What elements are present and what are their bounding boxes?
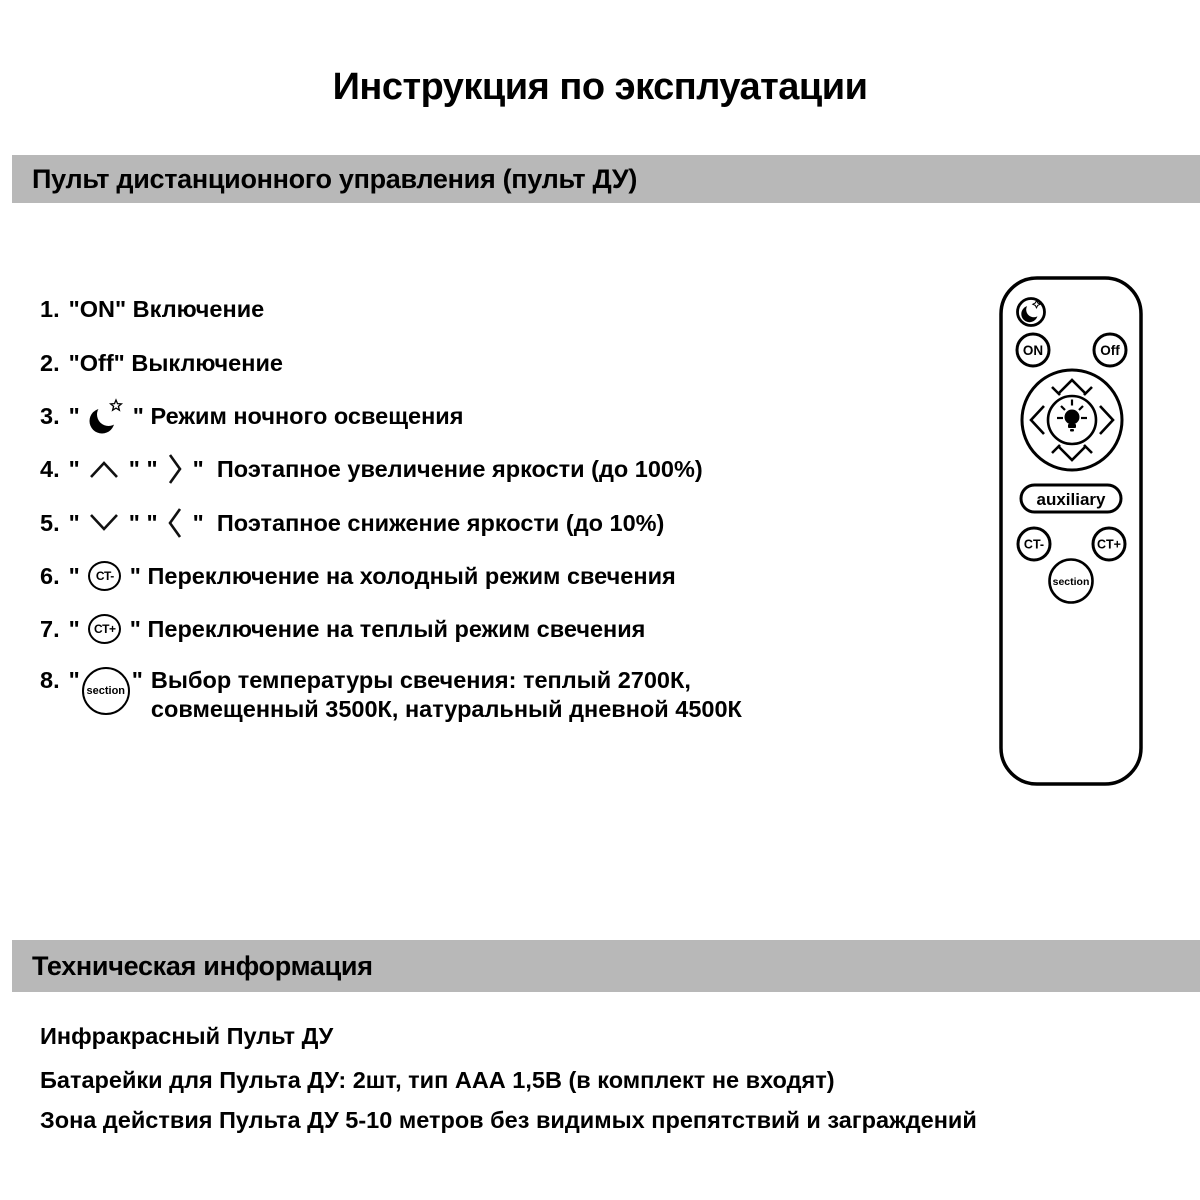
section-header-remote	[12, 155, 1200, 203]
instruction-item-8	[40, 666, 742, 724]
item-text: "	[68, 615, 87, 642]
svg-text:CT-: CT-	[1023, 537, 1045, 552]
tech-info-line-3: Зона действия Пульта ДУ 5-10 метров без видимых препятствий и заграждений	[40, 1107, 977, 1133]
item-text: " Переключение на холодный режим свечения	[123, 562, 676, 589]
item-text: " Поэтапное снижение яркости (до 10%)	[186, 509, 665, 536]
remote-control-svg	[999, 276, 1143, 786]
section-header-tech-label: Техническая информация	[32, 950, 373, 981]
instruction-item-4	[40, 444, 703, 494]
item-text: " "	[122, 509, 165, 536]
instruction-item-5	[40, 498, 664, 548]
section-header-remote-label: Пульт дистанционного управления (пульт ДУ)	[32, 163, 638, 194]
item-text: "	[68, 509, 87, 536]
svg-text:ON: ON	[1022, 343, 1044, 358]
item-text: "	[131, 667, 143, 693]
moon-icon	[88, 394, 124, 438]
section-header-tech	[12, 940, 1200, 992]
svg-text:section: section	[1052, 576, 1090, 588]
item-number: 2.	[40, 349, 60, 376]
chevron-left-icon	[166, 505, 184, 541]
item-text: " Режим ночного освещения	[126, 402, 464, 429]
tech-info-line-1: Инфракрасный Пульт ДУ	[40, 1023, 334, 1049]
ct-plus-icon: CT+	[88, 614, 121, 644]
item-number: 5.	[40, 509, 60, 536]
instruction-item-6	[40, 551, 676, 601]
item-text: " Переключение на теплый режим свечения	[123, 615, 646, 642]
instruction-item-2	[40, 338, 283, 388]
instruction-item-3	[40, 391, 463, 441]
instruction-item-1	[40, 284, 264, 334]
item-text: "	[68, 455, 87, 482]
item-number: 1.	[40, 295, 60, 322]
item-text: "	[68, 562, 87, 589]
svg-text:CT+: CT+	[1097, 537, 1121, 552]
item-number: 3.	[40, 402, 60, 429]
page-title: Инструкция по эксплуатации	[332, 66, 868, 108]
chevron-right-icon	[166, 451, 184, 487]
svg-text:auxiliary: auxiliary	[1036, 490, 1106, 509]
svg-text:Off: Off	[1100, 343, 1120, 358]
item-text: "	[68, 402, 87, 429]
tech-info-line-2: Батарейки для Пульта ДУ: 2шт, тип ААА 1,5В (в комплект не входят)	[40, 1067, 835, 1093]
remote-control-diagram	[999, 276, 1143, 786]
item-text: " "	[122, 455, 165, 482]
item-description: Выбор температуры свечения: теплый 2700К, совмещенный 3500К, натуральный дневной 4500К	[150, 667, 742, 722]
item-number: 6.	[40, 562, 60, 589]
item-text: "ON" Включение	[68, 295, 265, 322]
item-number: 8.	[40, 667, 60, 693]
item-text: "Off" Выключение	[68, 349, 283, 376]
item-text: " Поэтапное увеличение яркости (до 100%)	[186, 455, 703, 482]
item-number: 7.	[40, 615, 60, 642]
ct-minus-icon: CT-	[88, 561, 121, 591]
item-text: "	[68, 667, 80, 693]
item-number: 4.	[40, 455, 60, 482]
remote-night-mode-button	[1018, 299, 1045, 326]
section-icon: section	[82, 667, 130, 715]
chevron-down-icon	[88, 512, 120, 534]
chevron-up-icon	[88, 458, 120, 480]
instruction-item-7	[40, 604, 645, 654]
